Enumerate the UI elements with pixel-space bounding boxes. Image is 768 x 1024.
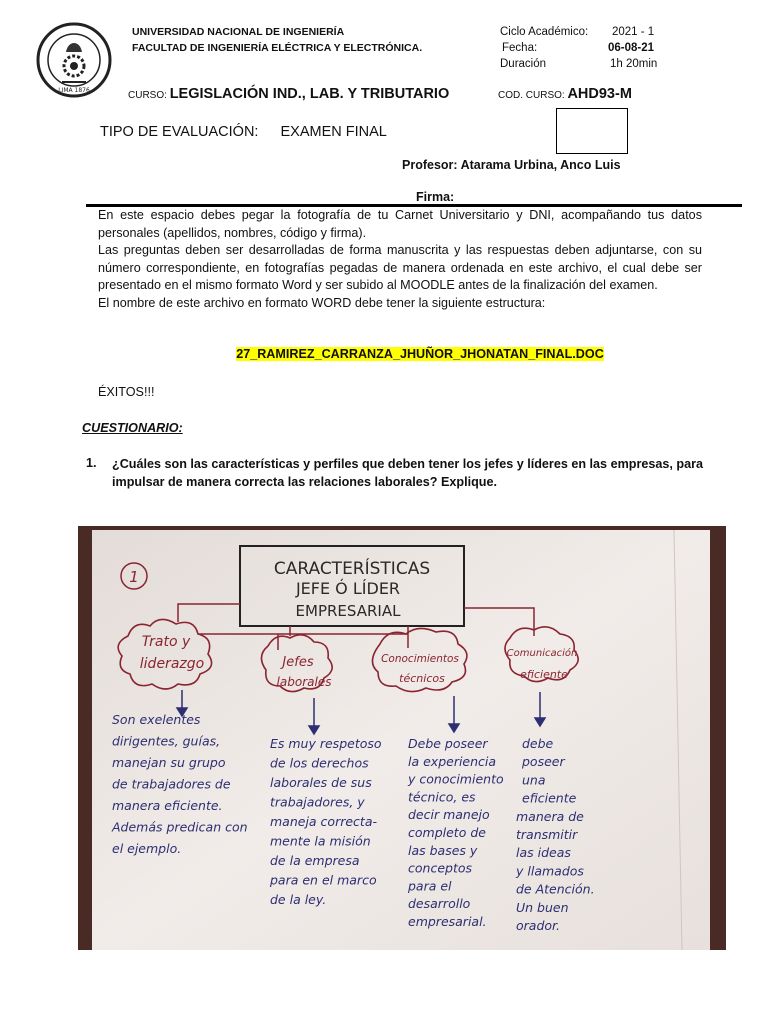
hw-col3-line: desarrollo	[408, 896, 471, 912]
course-code-label: COD. CURSO:	[498, 90, 565, 101]
handwritten-answer-photo	[78, 526, 726, 950]
course-code-line	[498, 86, 632, 102]
hw-col1-line: Además predican con	[112, 819, 248, 835]
hw-cloud-1-line-1: Trato y	[141, 634, 191, 650]
hw-col4-line: manera de	[516, 808, 584, 824]
professor-name: Profesor: Atarama Urbina, Anco Luis	[402, 158, 621, 172]
university-seal-logo	[36, 22, 112, 98]
questionnaire-title: CUESTIONARIO:	[82, 421, 183, 435]
hw-col3-line: conceptos	[408, 860, 473, 876]
hw-col1-line: manejan su grupo	[112, 755, 226, 770]
course-line	[128, 86, 449, 102]
hw-col4-line: transmitir	[516, 827, 578, 842]
hw-col4-line: orador.	[516, 918, 560, 933]
fecha-label: Fecha:	[502, 42, 538, 54]
hw-col4-line: Un buen	[516, 899, 569, 915]
grade-box	[556, 108, 628, 154]
good-luck-text: ÉXITOS!!!	[98, 385, 155, 399]
hw-number: 1	[129, 568, 139, 586]
hw-col2-line: de los derechos	[270, 755, 369, 771]
hw-col4-line: las ideas	[516, 845, 571, 861]
hw-col4-line: eficiente	[522, 790, 577, 806]
hw-col1-line: dirigentes, guías,	[112, 733, 221, 749]
hw-cloud-2-line-1: Jefes	[282, 655, 314, 670]
fecha-value: 06-08-21	[608, 42, 655, 54]
hw-cloud-1-line-2: liderazgo	[139, 656, 205, 672]
duracion-label: Duración	[500, 58, 547, 70]
hw-col2-line: Es muy respetoso	[270, 736, 382, 751]
hw-cloud-3-line-1: Conocimientos	[381, 653, 459, 665]
hw-col3-line: empresarial.	[408, 914, 487, 929]
meta-labels	[500, 24, 588, 72]
instruction-paragraph-3: El nombre de este archivo en formato WORD debe tener la siguiente estructura:	[98, 295, 546, 310]
hw-col2-line: para en el marco	[270, 872, 377, 888]
hw-col4-line: debe	[522, 736, 554, 751]
hw-col1-line: Son exelentes	[112, 712, 201, 727]
meta-values	[608, 24, 657, 72]
hw-cloud-2-line-2: laborales	[276, 675, 332, 689]
ciclo-value: 2021 - 1	[612, 26, 655, 38]
hw-col4-line: poseer	[522, 754, 565, 770]
hw-col3-line: las bases y	[408, 842, 478, 858]
faculty-name: FACULTAD DE INGENIERÍA ELÉCTRICA Y ELECTRÓNICA.	[132, 42, 423, 54]
hw-col3-line: técnico, es	[408, 789, 476, 805]
hw-col3-line: para el	[408, 878, 452, 894]
hw-col4-line: una	[522, 772, 546, 788]
instruction-paragraph-1: En este espacio debes pegar la fotografía de tu Carnet Universitario y DNI, acompañando tus datos personales (apellidos, nombres, código y firma).	[98, 208, 702, 240]
evaluation-type-label: TIPO DE EVALUACIÓN:	[100, 124, 259, 140]
hw-col2-line: de la ley.	[270, 892, 327, 907]
filename-line	[0, 347, 768, 361]
hw-title-line-2: JEFE Ó LÍDER	[295, 579, 401, 598]
question-text: ¿Cuáles son las características y perfiles que deben tener los jefes y líderes en las empresas, para impulsar de manera correcta las relaciones laborales? Explique.	[112, 457, 703, 489]
instructions	[98, 207, 702, 313]
hw-col3-line: la experiencia	[408, 753, 497, 769]
hw-col4-line: de Atención.	[516, 881, 595, 897]
hw-col3-line: y conocimiento	[408, 771, 504, 787]
hw-col3-line: Debe poseer	[408, 736, 488, 751]
hw-col1-line: manera eficiente.	[112, 798, 223, 813]
duracion-value: 1h 20min	[610, 58, 658, 70]
hw-cloud-3-line-2: técnicos	[399, 672, 445, 685]
course-name: LEGISLACIÓN IND., LAB. Y TRIBUTARIO	[169, 86, 450, 102]
hw-col2-line: maneja correcta-	[270, 814, 377, 829]
evaluation-type-value: EXAMEN FINAL	[280, 124, 387, 140]
hw-title-line-3: EMPRESARIAL	[295, 602, 401, 620]
hw-col1-line: de trabajadores de	[112, 776, 231, 792]
evaluation-type	[100, 124, 387, 140]
svg-text:LIMA 1876: LIMA 1876	[58, 87, 90, 94]
hw-col3-line: decir manejo	[408, 807, 490, 823]
filename-highlight: 27_RAMIREZ_CARRANZA_JHUÑOR_JHONATAN_FINAL.DOC	[236, 347, 604, 361]
hw-col2-line: trabajadores, y	[270, 794, 365, 810]
university-name: UNIVERSIDAD NACIONAL DE INGENIERÍA	[132, 26, 345, 38]
hw-title-line-1: CARACTERÍSTICAS	[273, 559, 431, 579]
course-label: CURSO:	[128, 90, 167, 101]
hw-column-2	[269, 736, 382, 907]
hw-cloud-4-line-1: Comunicación	[506, 648, 578, 659]
hw-col1-line: el ejemplo.	[112, 841, 182, 856]
hw-cloud-4-line-2: eficiente	[520, 668, 568, 681]
hw-col2-line: laborales de sus	[270, 775, 372, 790]
course-code: AHD93-M	[567, 86, 632, 102]
signature-label: Firma:	[416, 190, 455, 204]
hw-col2-line: mente la misión	[270, 833, 371, 849]
hw-col2-line: de la empresa	[270, 853, 360, 868]
institution-block	[132, 24, 422, 56]
ciclo-label: Ciclo Académico:	[500, 26, 589, 38]
question-number: 1.	[86, 456, 97, 470]
hw-col4-line: y llamados	[516, 863, 584, 879]
hw-col3-line: completo de	[408, 825, 486, 840]
instruction-paragraph-2: Las preguntas deben ser desarrolladas de forma manuscrita y las respuestas deben adjuntarse, con su número correspondiente, en fotografías pegadas de manera ordenada en este archivo, el cual debe ser presentado en el mismo formato Word y ser subido al MOODLE antes de la finalización del examen.	[98, 243, 702, 293]
